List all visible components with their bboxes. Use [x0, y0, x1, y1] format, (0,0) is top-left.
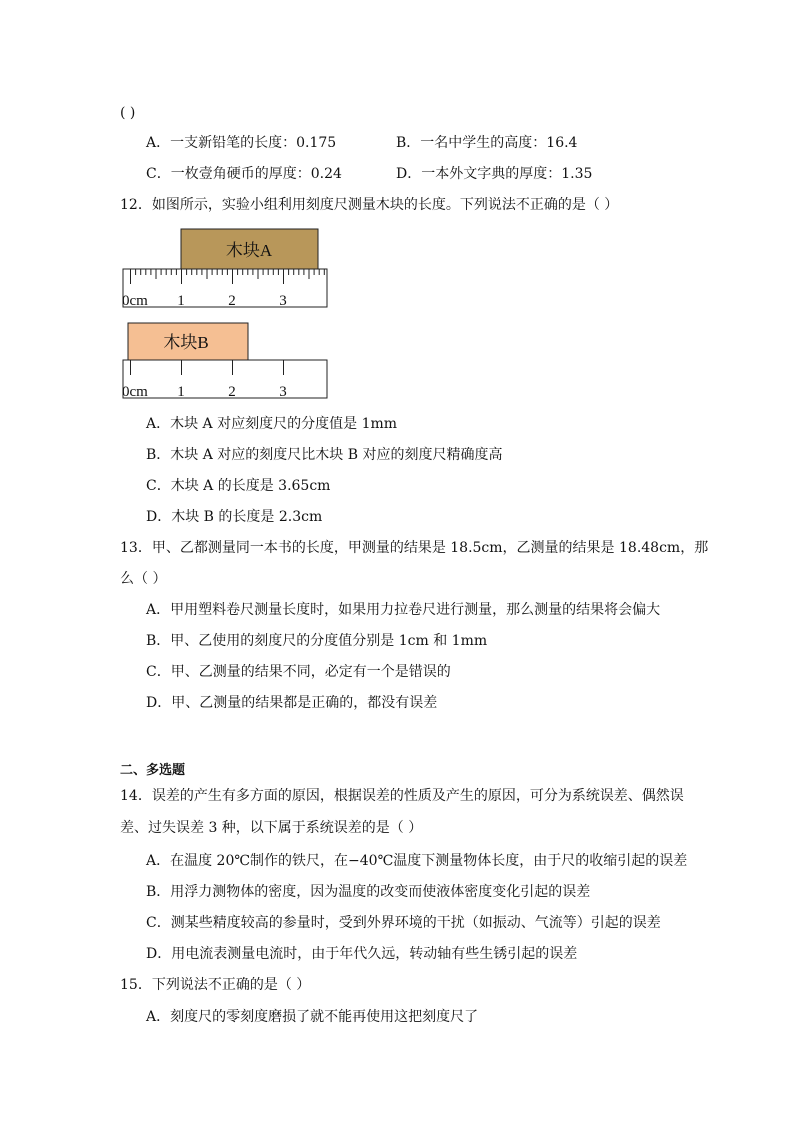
ruler-b [123, 360, 327, 398]
q13-option-a: A．甲用塑料卷尺测量长度时，如果用力拉卷尺进行测量，那么测量的结果将会偏大 [146, 602, 661, 618]
q13-option-b: B．甲、乙使用的刻度尺的分度值分别是 1cm 和 1mm [146, 633, 488, 649]
ruler-b-label-0: 0cm [122, 384, 148, 400]
ruler-a-label-1: 1 [177, 293, 185, 309]
q12-option-a: A．木块 A 对应刻度尺的分度值是 1mm [146, 416, 398, 432]
q12-ruler-figure [120, 226, 340, 408]
q15-option-a: A．刻度尺的零刻度磨损了就不能再使用这把刻度尺了 [146, 1009, 479, 1025]
q14-option-b: B．用浮力测物体的密度，因为温度的改变而使液体密度变化引起的误差 [146, 884, 591, 900]
ruler-a-label-0: 0cm [122, 293, 148, 309]
q13-option-c: C．甲、乙测量的结果不同，必定有一个是错误的 [146, 664, 451, 680]
q11-option-a: A．一支新铅笔的长度：0.175 [146, 135, 337, 151]
block-a-label: 木块A [225, 241, 273, 260]
ruler-a-label-2: 2 [228, 293, 236, 309]
ruler-a-label-3: 3 [279, 293, 287, 309]
q14-option-d: D．用电流表测量电流时，由于年代久远，转动轴有些生锈引起的误差 [146, 946, 578, 962]
q12-stem: 12．如图所示，实验小组利用刻度尺测量木块的长度。下列说法不正确的是（ ） [120, 197, 619, 213]
q14-option-a: A．在温度 20℃制作的铁尺，在−40℃温度下测量物体长度，由于尺的收缩引起的误差 [146, 853, 688, 869]
q12-option-d: D．木块 B 的长度是 2.3cm [146, 509, 323, 525]
q13-stem-line1: 13．甲、乙都测量同一本书的长度，甲测量的结果是 18.5cm，乙测量的结果是 18.48cm，那 [120, 540, 709, 556]
q13-stem-line2: 么（ ） [120, 571, 167, 587]
q14-option-c: C．测某些精度较高的参量时，受到外界环境的干扰（如振动、气流等）引起的误差 [146, 915, 661, 931]
block-b-label: 木块B [163, 333, 209, 352]
q15-stem: 15．下列说法不正确的是（ ） [120, 977, 311, 993]
ruler-b-label-1: 1 [177, 384, 185, 400]
q11-option-b: B．一名中学生的高度：16.4 [396, 135, 578, 151]
q12-option-b: B．木块 A 对应的刻度尺比木块 B 对应的刻度尺精确度高 [146, 447, 503, 463]
q13-option-d: D．甲、乙测量的结果都是正确的，都没有误差 [146, 695, 438, 711]
q14-stem-line2: 差、过失误差 3 种，以下属于系统误差的是（ ） [120, 820, 423, 836]
ruler-a [123, 269, 327, 307]
q11-answer-bracket: ( ) [120, 105, 136, 121]
q11-option-d: D．一本外文字典的厚度：1.35 [396, 166, 593, 182]
section-title-multiple-choice: 二、多选题 [120, 763, 186, 778]
q14-stem-line1: 14．误差的产生有多方面的原因，根据误差的性质及产生的原因，可分为系统误差、偶然误 [120, 788, 684, 804]
q11-option-c: C．一枚壹角硬币的厚度：0.24 [146, 166, 342, 182]
ruler-b-label-3: 3 [279, 384, 287, 400]
q12-option-c: C．木块 A 的长度是 3.65cm [146, 478, 331, 494]
ruler-b-label-2: 2 [228, 384, 236, 400]
